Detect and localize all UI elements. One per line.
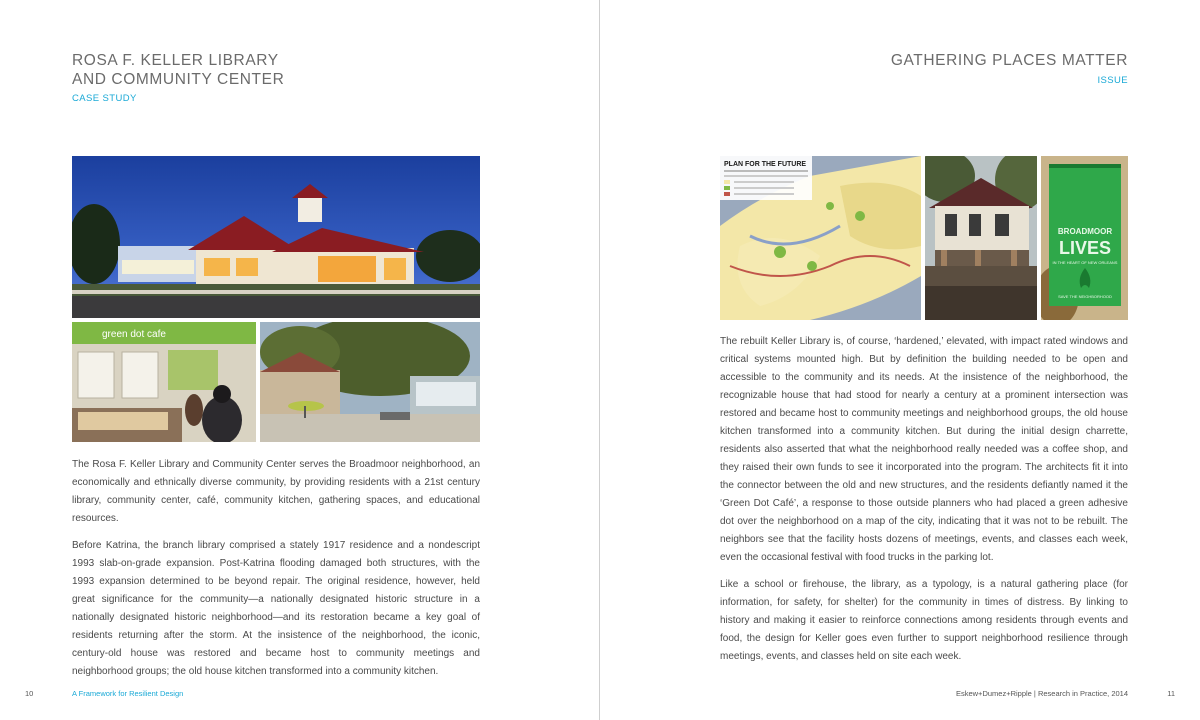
library-exterior-photo <box>72 156 480 318</box>
right-footer-title: Eskew+Dumez+Ripple | Research in Practice, 2014 <box>955 689 1128 698</box>
cafe-sign-text: green dot cafe <box>102 329 166 340</box>
broadmoor-lives-banner-photo <box>1041 156 1128 320</box>
issue-title: GATHERING PLACES MATTER <box>890 52 1128 69</box>
left-page <box>0 0 599 720</box>
map-title: PLAN FOR THE FUTURE <box>724 161 807 168</box>
left-footer-title: A Framework for Resilient Design <box>72 689 184 698</box>
banner-line-2: LIVES <box>1058 238 1112 258</box>
left-body-text <box>72 456 480 690</box>
right-page-number: 11 <box>1167 689 1175 698</box>
title-line-1: ROSA F. KELLER LIBRARY <box>72 52 279 69</box>
plan-for-future-map <box>720 156 921 320</box>
title-line-2: AND COMMUNITY CENTER <box>72 71 285 88</box>
right-paragraph-1: The rebuilt Keller Library is, of course, ‘hardened,’ elevated, with impact rated windows and critical systems mounted high. But by definition the building needed to be open and accessible to the community and its needs. At the insistence of the neighborhood, the recognizable house that had stood for nearly a century at a prominent intersection was restored and became host to community meetings and neighborhood groups, the old house kitchen transformed into a community kitchen. But during the initial design charrette, residents also asserted that what the neighborhood really needed was a coffee shop, and they raised their own funds to see it incorporated into the program. The architects fit it into the connector between the old and new structures, and the residents defiantly named it the ‘Green Dot Café’, a response to those outside planners who had placed a green adhesive dot over the neighborhood on a map of the city, indicating that it was not to be rebuilt. The neighbors see that the facility hosts dozens of meetings, events, and classes each week, even the occasional festival with food trucks in the parking lot. <box>720 336 1128 563</box>
left-page-number: 10 <box>25 689 34 698</box>
elevated-house-photo <box>925 156 1037 320</box>
banner-line-3: IN THE HEART OF NEW ORLEANS <box>1052 260 1118 265</box>
banner-line-1: BROADMOOR <box>1057 227 1113 236</box>
case-study-label: CASE STUDY <box>72 93 137 104</box>
case-study-title <box>72 51 284 89</box>
right-body-text <box>720 333 1128 675</box>
courtyard-photo <box>260 322 480 442</box>
left-paragraph-1: The Rosa F. Keller Library and Community Center serves the Broadmoor neighborhood, an economically and ethnically diverse community, by providing residents with a 21st century library, community center, café, community kitchen, gathering spaces, and educational resources. <box>72 459 480 524</box>
left-paragraph-2: Before Katrina, the branch library comprised a stately 1917 residence and a nondescript 1993 slab-on-grade expansion. Post-Katrina flooding damaged both structures, with the 1993 expansion determined to be beyond repair. The original residence, however, held great significance for the community—a nationally designated historic structure in a nationally designated historic neighborhood—and its restoration became a key goal of residents returning after the storm. At the insistence of the neighborhood, the iconic, century-old house was restored and became host to community meetings and neighborhood groups; the old house kitchen transformed into a community kitchen. <box>72 540 480 677</box>
right-paragraph-2: Like a school or firehouse, the library, as a typology, is a natural gathering place (for information, for safety, for shelter) for the community in times of distress. By linking to history and making it easier to reinforce connections among residents through events and food, the design for Keller goes even further to support neighborhood resilience through meetings, events, and classes held on site each week. <box>720 579 1128 662</box>
right-page <box>600 0 1200 720</box>
cafe-interior-photo <box>72 322 256 442</box>
issue-label: ISSUE <box>1097 75 1128 86</box>
banner-footer-text: SAVE THE NEIGHBORHOOD <box>1058 294 1112 299</box>
